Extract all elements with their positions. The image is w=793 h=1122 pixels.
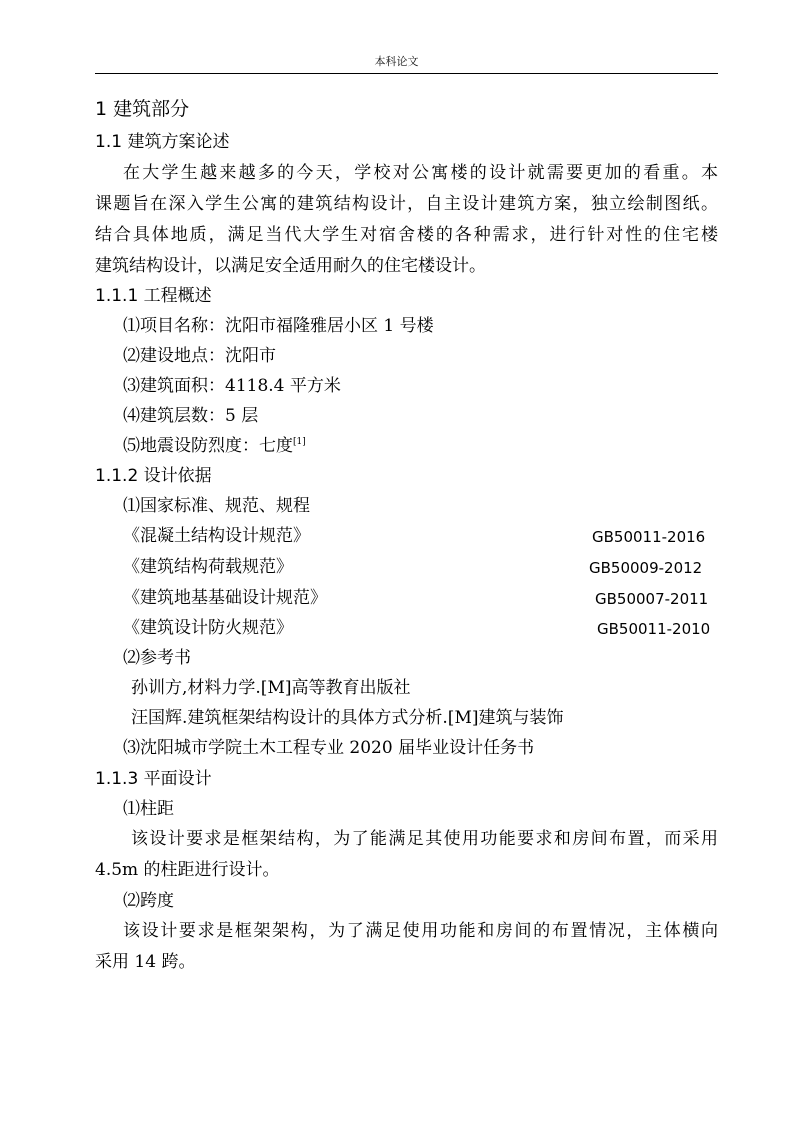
list-item: ⑶建筑面积：4118.4 平方米 bbox=[123, 376, 341, 396]
citation-marker: [1] bbox=[293, 437, 306, 447]
paragraph-line: 4.5m 的柱距进行设计。 bbox=[95, 860, 280, 880]
list-item: ⑴项目名称：沈阳市福隆雅居小区 1 号楼 bbox=[123, 316, 434, 336]
paragraph-line: 课题旨在深入学生公寓的建筑结构设计，自主设计建筑方案，独立绘制图纸。 bbox=[95, 194, 718, 214]
standard-name: 《建筑结构荷载规范》 bbox=[123, 557, 293, 577]
standard-name: 《混凝土结构设计规范》 bbox=[123, 526, 310, 546]
section-heading-1-1-2: 1.1.2 设计依据 bbox=[95, 466, 212, 486]
page-header-title: 本科论文 bbox=[374, 55, 419, 68]
paragraph-line: 在大学生越来越多的今天，学校对公寓楼的设计就需要更加的看重。本 bbox=[123, 163, 718, 183]
reference-book: 汪国辉.建筑框架结构设计的具体方式分析.[M]建筑与装饰 bbox=[131, 708, 564, 728]
section-heading-1-1: 1.1 建筑方案论述 bbox=[95, 132, 230, 152]
list-item: ⑵参考书 bbox=[123, 648, 191, 668]
standard-name: 《建筑地基基础设计规范》 bbox=[123, 588, 327, 608]
section-heading-1-1-1: 1.1.1 工程概述 bbox=[95, 286, 212, 306]
standard-code: GB50011-2010 bbox=[597, 620, 711, 638]
list-item-text: ⑸地震设防烈度：七度 bbox=[123, 436, 293, 456]
list-item: ⑶沈阳城市学院土木工程专业 2020 届毕业设计任务书 bbox=[123, 738, 535, 758]
list-item: ⑵建设地点：沈阳市 bbox=[123, 346, 276, 366]
list-item bbox=[123, 436, 718, 456]
paragraph-line: 建筑结构设计，以满足安全适用耐久的住宅楼设计。 bbox=[95, 256, 486, 276]
header-divider bbox=[95, 73, 718, 74]
standard-code: GB50011-2016 bbox=[592, 528, 706, 546]
standard-name: 《建筑设计防火规范》 bbox=[123, 618, 293, 638]
list-item: ⑵跨度 bbox=[123, 891, 174, 911]
list-item: ⑴国家标准、规范、规程 bbox=[123, 496, 310, 516]
section-heading-1-1-3: 1.1.3 平面设计 bbox=[95, 769, 212, 789]
standard-code: GB50009-2012 bbox=[589, 559, 703, 577]
paragraph-line: 结合具体地质，满足当代大学生对宿舍楼的各种需求，进行针对性的住宅楼 bbox=[95, 225, 718, 245]
paragraph-line: 采用 14 跨。 bbox=[95, 952, 196, 972]
list-item: ⑴柱距 bbox=[123, 799, 174, 819]
list-item: ⑷建筑层数：5 层 bbox=[123, 406, 259, 426]
section-heading-1: 1 建筑部分 bbox=[95, 98, 190, 120]
paragraph-line: 该设计要求是框架架构，为了满足使用功能和房间的布置情况，主体横向 bbox=[123, 921, 718, 941]
paragraph-line: 该设计要求是框架结构，为了能满足其使用功能要求和房间布置，而采用 bbox=[131, 829, 718, 849]
standard-code: GB50007-2011 bbox=[595, 590, 709, 608]
reference-book: 孙训方,材料力学.[M]高等教育出版社 bbox=[131, 678, 411, 698]
